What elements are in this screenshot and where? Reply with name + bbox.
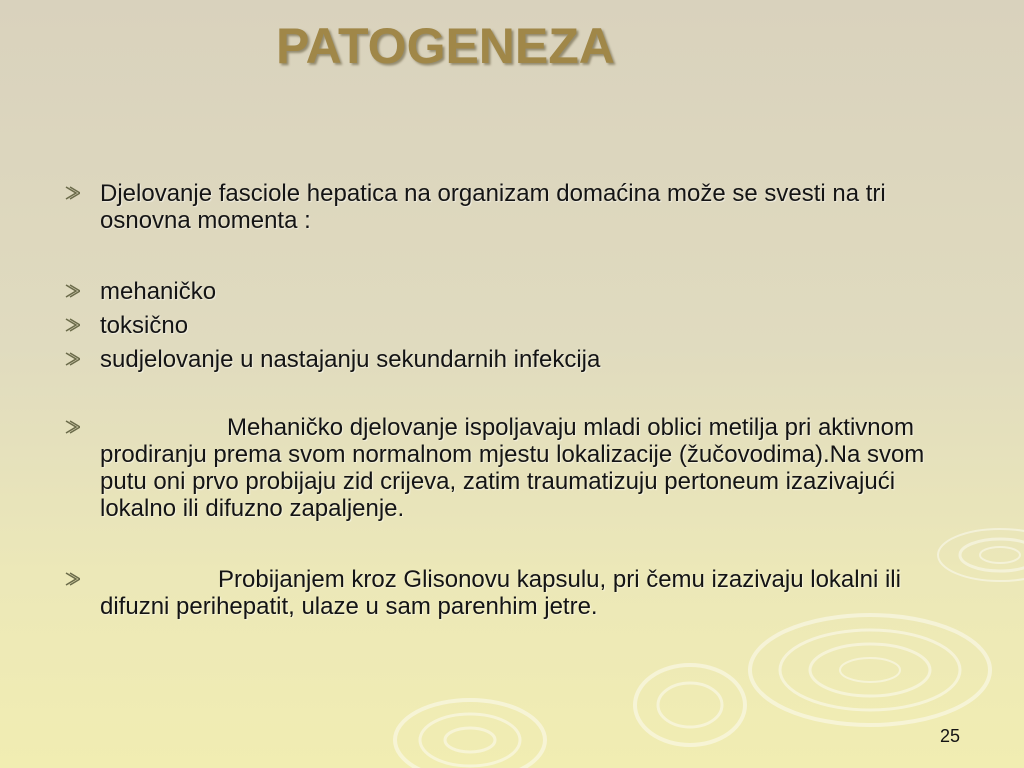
- bullet-text: Probijanjem kroz Glisonovu kapsulu, pri čemu izazivaju lokalni ili difuzni perihepatit, ulaze u sam parenhim jetre.: [100, 566, 901, 620]
- arrow-bullet-icon: [64, 283, 80, 299]
- bullet-item-intro: [64, 180, 964, 234]
- bullet-item-mehanicko-djelovanje: [64, 414, 964, 522]
- bullet-text: Mehaničko djelovanje ispoljavaju mladi oblici metilja pri aktivnom prodiranju prema svom normalnom mjestu lokalizacije (žučovodima).Na svom putu oni prvo probijaju zid crijeva, zatim traumatizuju pertoneum izazivajući lokalno ili difuzno zapaljenje.: [100, 414, 925, 522]
- bullet-item-toksicno: [64, 312, 188, 339]
- bullet-text: sudjelovanje u nastajanju sekundarnih infekcija: [100, 346, 601, 373]
- slide-title: PATOGENEZA: [276, 18, 615, 74]
- arrow-bullet-icon: [64, 185, 80, 201]
- bullet-item-glisonova-kapsula: [64, 566, 964, 620]
- bullet-text: Djelovanje fasciole hepatica na organizam domaćina može se svesti na tri osnovna momenta :: [100, 180, 886, 234]
- bullet-item-infekcije: [64, 346, 600, 373]
- bullet-item-mehanicko: [64, 278, 216, 305]
- bullet-text: mehaničko: [100, 278, 217, 305]
- bullet-text: toksično: [100, 312, 189, 339]
- page-number: 25: [940, 726, 961, 746]
- arrow-bullet-icon: [64, 419, 80, 435]
- arrow-bullet-icon: [64, 571, 80, 587]
- arrow-bullet-icon: [64, 317, 80, 333]
- arrow-bullet-icon: [64, 351, 80, 367]
